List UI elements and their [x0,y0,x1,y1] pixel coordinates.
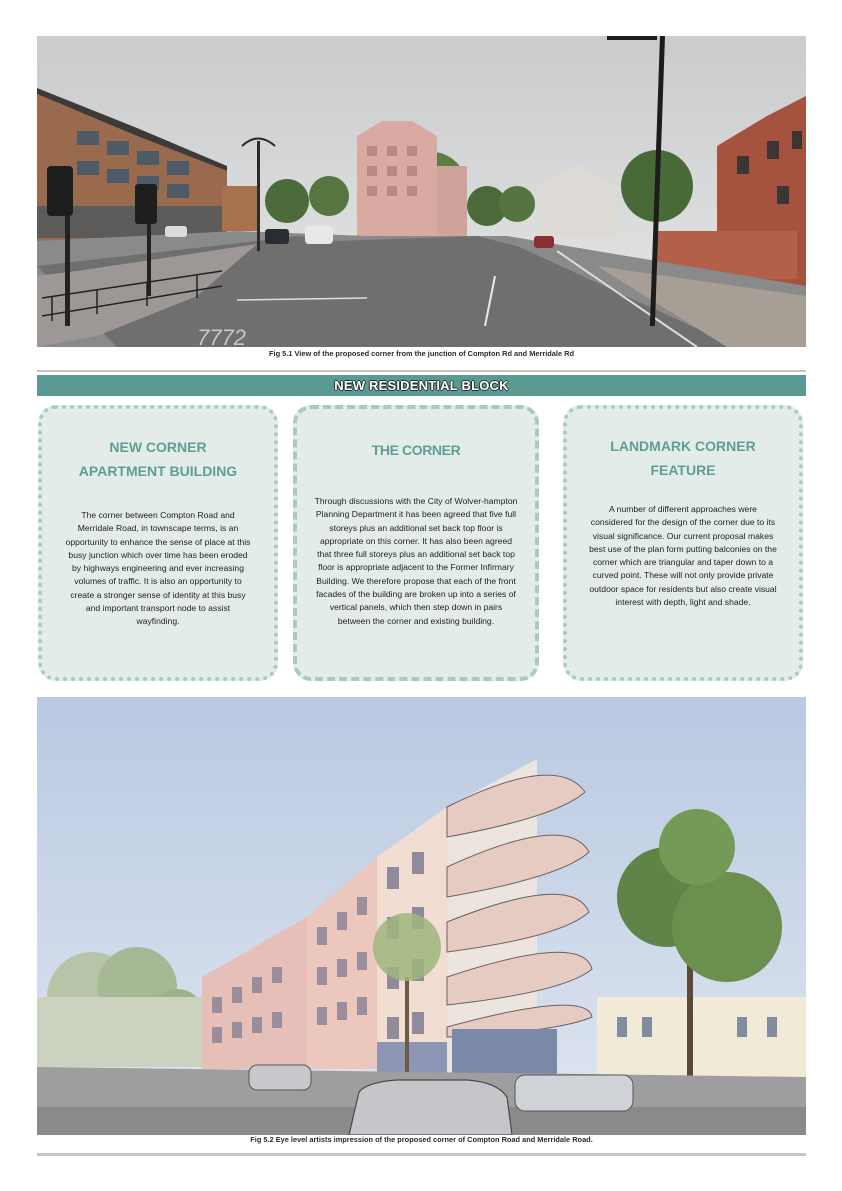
road-marking: 7772 [197,325,246,347]
figure-caption-5-2: Fig 5.2 Eye level artists impression of the proposed corner of Compton Road and Merridale Road. [250,1135,593,1144]
card-title: THE CORNER [371,442,461,458]
artist-impression-image [37,697,806,1135]
card-body: A number of different approaches were considered for the design of the corner due to its visual significance. Our current proposal makes best use of the plan form putting balconies on the corner which are triangular and taper down to a curved point. These will not only provide private outdoor space for residents but also create visual interest with depth, light and shade. [589,504,777,608]
section-band [37,375,806,396]
card-title-line1: LANDMARK CORNER [610,438,756,454]
street-view-photo [37,36,806,347]
card-the-corner [293,405,539,681]
card-body: The corner between Compton Road and Merridale Road, in townscape terms, is an opportunity to enhance the sense of place at this busy junction which over time has been eroded by highways engineering and ever increasing volumes of traffic. It is also an opportunity to create a stronger sense of identity at this busy and important transport node to assist wayfinding. [65,510,251,627]
card-body: Through discussions with the City of Wolver-hampton Planning Department it has been agreed that five full storeys plus an additional set back top floor is appropriate on this corner. It has also been agreed that three full storeys plus an additional set back top floor is appropriate adjacent to the Former Infirmary Building. We therefore propose that each of the front facades of the building are broken up into a series of vertical panels, which then step down in pairs between the corner and existing building. [314,496,518,626]
card-title [567,434,799,482]
card-title-line2: FEATURE [650,462,716,478]
card-title-line2: APARTMENT BUILDING [78,463,238,479]
section-title: NEW RESIDENTIAL BLOCK [334,378,509,393]
card-new-corner-apartment [38,405,278,681]
card-title-line1: NEW CORNER [109,439,207,455]
card-title [42,435,274,483]
card-landmark-corner [563,405,803,681]
figure-caption-5-1: Fig 5.1 View of the proposed corner from the junction of Compton Rd and Merridale Rd [269,349,574,358]
